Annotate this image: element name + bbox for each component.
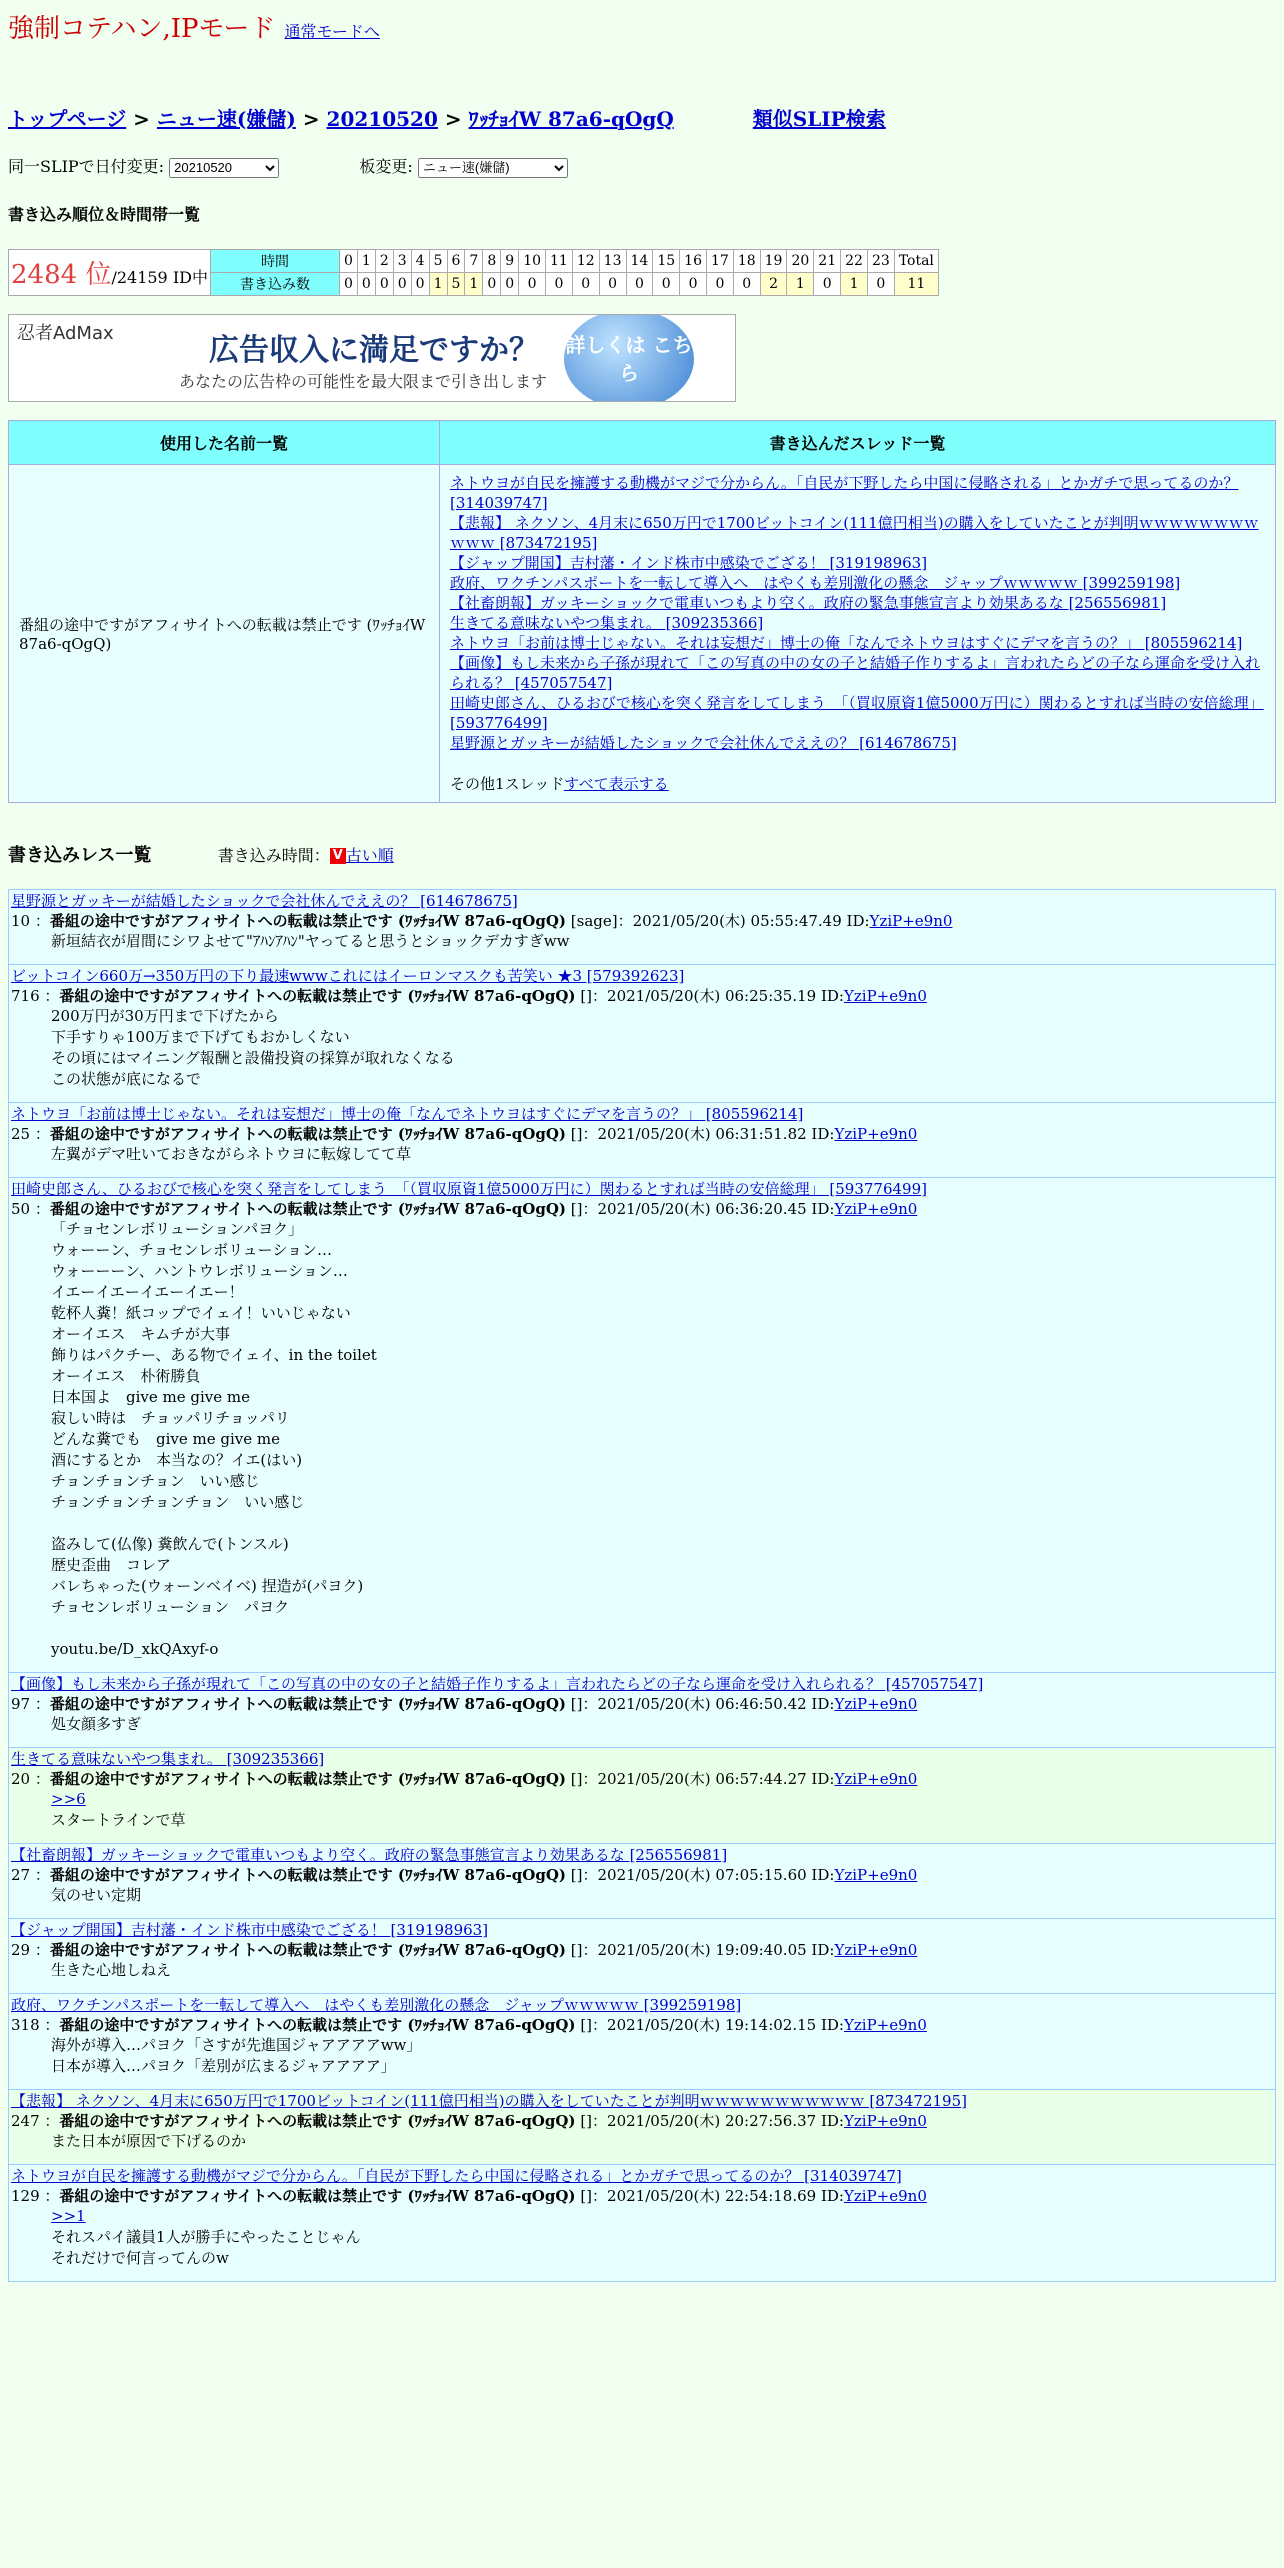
board-change-label: 板変更: xyxy=(359,157,413,176)
used-name: 番組の途中ですがアフィサイトへの転載は禁止です (ﾜｯﾁｮｲW 87a6-qOgQ) xyxy=(9,464,440,802)
post-number: 27 xyxy=(11,1865,31,1884)
post-body: 「チョセンレボリューションパヨク」 ウォーーン、チョセンレボリューション… ウォーーーン、ハントウレボリューション… イエーイエーイエーイエー！ 乾杯人糞！紙コップでイェイ！いいじゃない オーイエス キムチが大事 飾りはパクチー、ある物でイェイ、in the toilet オーイエス 朴術勝負 日本国よ give me give me 寂しい時は チョッパリチョッパリ どんな糞でも give me give me 酒にするとか 本当なの？イエ(はい) チョンチョンチョン いい感じ チョンチョンチョンチョン いい感じ 盗みして(仏像) 糞飲んで(トンスル) 歴史歪曲 コレア バレちゃった(ウォーンベイベ) 捏造が(パヨク) チョセンレボリューション パヨク youtu.be/D_xkQAxyf-o xyxy=(51,1219,377,1658)
thread-link[interactable]: 政府、ワクチンパスポートを一転して導入へ はやくも差別激化の懸念 ジャップｗｗｗｗｗ [399259198] xyxy=(450,573,1181,592)
count-cell: 0 xyxy=(483,272,501,295)
post-header: 25 ：番組の途中ですがアフィサイトへの転載は禁止です (ﾜｯﾁｮｲW 87a6-qOgQ) []：2021/05/20(木) 06:31:51.82 ID:YziP+e9n0 xyxy=(11,1124,918,1143)
more-threads xyxy=(450,773,1265,794)
post-name: 番組の途中ですがアフィサイトへの転載は禁止です (ﾜｯﾁｮｲW 87a6-qOgQ) xyxy=(59,2015,576,2034)
post-number: 20 xyxy=(11,1769,31,1788)
count-cell: 1 xyxy=(841,272,868,295)
post-anchor-link[interactable]: >>1 xyxy=(51,2206,86,2225)
hour-cell-total: Total xyxy=(894,249,938,272)
post-body: 新垣結衣が眉間にシワよせて"ｱﾊﾝｱﾊﾝ"ヤってると思うとショックデカすぎww xyxy=(51,931,570,950)
post-name: 番組の途中ですがアフィサイトへの転載は禁止です (ﾜｯﾁｮｲW 87a6-qOgQ) xyxy=(49,1769,566,1788)
breadcrumb-sep: > xyxy=(133,107,150,131)
ad-banner[interactable] xyxy=(8,314,736,402)
post-item xyxy=(8,1747,1276,1843)
hour-cell: 23 xyxy=(867,249,894,272)
breadcrumb-sep: > xyxy=(302,107,320,131)
count-label: 書き込み数 xyxy=(210,272,339,295)
post-id-link[interactable]: YziP+e9n0 xyxy=(869,911,953,930)
post-header: 10 ：番組の途中ですがアフィサイトへの転載は禁止です (ﾜｯﾁｮｲW 87a6-qOgQ) [sage]：2021/05/20(木) 05:55:47.49 ID:YziP+e9n0 xyxy=(11,911,953,930)
hour-cell: 15 xyxy=(653,249,680,272)
ad-subtext: あなたの広告枠の可能性を最大限まで引き出します xyxy=(179,371,548,391)
post-name: 番組の途中ですがアフィサイトへの転載は禁止です (ﾜｯﾁｮｲW 87a6-qOgQ) xyxy=(59,2111,576,2130)
names-threads-table xyxy=(8,420,1276,803)
post-item xyxy=(8,1918,1276,1993)
post-number: 247 xyxy=(11,2111,40,2130)
post-header: 29 ：番組の途中ですがアフィサイトへの転載は禁止です (ﾜｯﾁｮｲW 87a6-qOgQ) []：2021/05/20(木) 19:09:40.05 ID:YziP+e9n0 xyxy=(11,1940,918,1959)
thread-link[interactable]: ネトウヨ「お前は博士じゃない。それは妄想だ」博士の俺「なんでネトウヨはすぐにデマを言うの？」 [805596214] xyxy=(450,633,1243,652)
hour-cell: 1 xyxy=(357,249,375,272)
post-item xyxy=(8,1177,1276,1672)
mode-header xyxy=(8,8,1276,45)
post-number: 29 xyxy=(11,1940,31,1959)
post-body: また日本が原因で下げるのか xyxy=(51,2131,247,2150)
post-body: 処女顔多すぎ xyxy=(51,1714,142,1733)
names-header: 使用した名前一覧 xyxy=(9,420,440,464)
post-item xyxy=(8,889,1276,964)
post-thread-link[interactable]: ビットコイン660万→350万円の下り最速wwwこれにはイーロンマスクも苦笑い ★3 [579392623] xyxy=(11,966,685,985)
post-thread-link[interactable]: 【悲報】 ネクソン、4月末に650万円で1700ビットコイン(111億円相当)の購入をしていたことが判明ｗｗｗｗｗｗｗｗｗｗｗ [873472195] xyxy=(11,2091,967,2110)
date-change-select[interactable] xyxy=(169,158,279,178)
post-item xyxy=(8,2089,1276,2164)
hour-cell: 2 xyxy=(375,249,393,272)
post-date: 2021/05/20(木) 22:54:18.69 ID: xyxy=(607,2186,844,2205)
hour-cell: 7 xyxy=(465,249,483,272)
sort-oldest-link[interactable]: 古い順 xyxy=(345,845,394,865)
hour-cell: 13 xyxy=(599,249,626,272)
post-header: 247 ：番組の途中ですがアフィサイトへの転載は禁止です (ﾜｯﾁｮｲW 87a6-qOgQ) []：2021/05/20(木) 20:27:56.37 ID:YziP+e9n0 xyxy=(11,2111,927,2130)
hour-cell: 17 xyxy=(706,249,733,272)
sort-order-label: 書き込み時間： xyxy=(217,845,330,865)
post-date: 2021/05/20(木) 20:27:56.37 ID: xyxy=(607,2111,844,2130)
sort-order xyxy=(218,846,394,865)
hour-cell: 8 xyxy=(483,249,501,272)
rank-table xyxy=(8,249,939,296)
post-mail: [] xyxy=(570,1694,583,1713)
rank-number: 2484 位 xyxy=(11,259,112,290)
sort-toggle-icon[interactable]: V xyxy=(330,848,346,864)
post-mail: [] xyxy=(580,986,593,1005)
post-mail: [] xyxy=(570,1124,583,1143)
post-mail: [] xyxy=(580,2015,593,2034)
count-cell: 1 xyxy=(465,272,483,295)
count-cell: 0 xyxy=(519,272,546,295)
post-name: 番組の途中ですがアフィサイトへの転載は禁止です (ﾜｯﾁｮｲW 87a6-qOgQ) xyxy=(49,1865,566,1884)
post-item xyxy=(8,1843,1276,1918)
post-item xyxy=(8,1993,1276,2089)
post-thread-link[interactable]: 星野源とガッキーが結婚したショックで会社休んでええの？ [614678675] xyxy=(11,891,518,910)
post-date: 2021/05/20(木) 06:25:35.19 ID: xyxy=(607,986,844,1005)
post-id-link[interactable]: YziP+e9n0 xyxy=(843,986,927,1005)
thread-link[interactable]: 【悲報】 ネクソン、4月末に650万円で1700ビットコイン(111億円相当)の購入をしていたことが判明ｗｗｗｗｗｗｗｗｗｗｗ [873472195] xyxy=(450,513,1259,552)
hour-cell: 22 xyxy=(841,249,868,272)
post-body: それスパイ議員1人が勝手にやったことじゃん それだけで何言ってんのw xyxy=(51,2227,361,2267)
post-header: 27 ：番組の途中ですがアフィサイトへの転載は禁止です (ﾜｯﾁｮｲW 87a6-qOgQ) []：2021/05/20(木) 07:05:15.60 ID:YziP+e9n0 xyxy=(11,1865,918,1884)
post-body: 生きた心地しねえ xyxy=(51,1960,172,1979)
select-row xyxy=(8,154,1276,178)
thread-list xyxy=(450,473,1265,753)
count-cell: 0 xyxy=(546,272,573,295)
rank-section-title: 書き込み順位＆時間帯一覧 xyxy=(8,204,201,224)
post-item xyxy=(8,1102,1276,1177)
rank-cell xyxy=(9,249,211,295)
post-date: 2021/05/20(木) 06:36:20.45 ID: xyxy=(597,1199,835,1218)
post-number: 97 xyxy=(11,1694,31,1713)
post-id-link[interactable]: YziP+e9n0 xyxy=(843,2111,927,2130)
post-name: 番組の途中ですがアフィサイトへの転載は禁止です (ﾜｯﾁｮｲW 87a6-qOgQ) xyxy=(49,1124,566,1143)
hour-cell: 6 xyxy=(447,249,465,272)
post-header: 50 ：番組の途中ですがアフィサイトへの転載は禁止です (ﾜｯﾁｮｲW 87a6-qOgQ) []：2021/05/20(木) 06:36:20.45 ID:YziP+e9n0 xyxy=(11,1199,918,1218)
post-thread-link[interactable]: 政府、ワクチンパスポートを一転して導入へ はやくも差別激化の懸念 ジャップｗｗｗｗｗ [399259198] xyxy=(11,1995,742,2014)
count-cell: 0 xyxy=(733,272,760,295)
post-thread-link[interactable]: ネトウヨが自民を擁護する動機がマジで分からん。「自民が下野したら中国に侵略される」とかガチで思ってるのか？ [314039747] xyxy=(11,2166,902,2185)
post-date: 2021/05/20(木) 07:05:15.60 ID: xyxy=(597,1865,835,1884)
count-cell: 1 xyxy=(787,272,814,295)
post-mail: [] xyxy=(570,1865,583,1884)
post-item xyxy=(8,2164,1276,2282)
post-item xyxy=(8,964,1276,1102)
post-id-link[interactable]: YziP+e9n0 xyxy=(834,1694,918,1713)
post-header: 716 ：番組の途中ですがアフィサイトへの転載は禁止です (ﾜｯﾁｮｲW 87a6-qOgQ) []：2021/05/20(木) 06:25:35.19 ID:YziP+e9n0 xyxy=(11,986,927,1005)
post-thread-link[interactable]: 【社畜朗報】ガッキーショックで電車いつもより空く。政府の緊急事態宣言より効果あるな [256556981] xyxy=(11,1845,728,1864)
post-name: 番組の途中ですがアフィサイトへの転載は禁止です (ﾜｯﾁｮｲW 87a6-qOgQ) xyxy=(49,1199,566,1218)
count-cell: 0 xyxy=(626,272,653,295)
post-header: 97 ：番組の途中ですがアフィサイトへの転載は禁止です (ﾜｯﾁｮｲW 87a6-qOgQ) []：2021/05/20(木) 06:46:50.42 ID:YziP+e9n0 xyxy=(11,1694,918,1713)
board-change-select[interactable] xyxy=(418,158,568,178)
post-body: 気のせい定期 xyxy=(51,1885,142,1904)
similar-slip-search-link[interactable]: 類似SLIP検索 xyxy=(752,107,886,131)
post-date: 2021/05/20(木) 06:46:50.42 ID: xyxy=(597,1694,835,1713)
hour-cell: 9 xyxy=(501,249,519,272)
hour-cell: 20 xyxy=(787,249,814,272)
post-body: 海外が導入…パヨク「さすが先進国ジャアアアアww」 日本が導入…パヨク「差別が広まるジャアアアア」 xyxy=(51,2035,422,2075)
post-id-link[interactable]: YziP+e9n0 xyxy=(834,1940,918,1959)
post-mail: [] xyxy=(570,1199,583,1218)
post-id-link[interactable]: YziP+e9n0 xyxy=(834,1124,918,1143)
post-number: 716 xyxy=(11,986,40,1005)
count-cell: 0 xyxy=(706,272,733,295)
thread-link[interactable]: 【社畜朗報】ガッキーショックで電車いつもより空く。政府の緊急事態宣言より効果あるな [256556981] xyxy=(450,593,1167,612)
posts-section-title: 書き込みレス一覧 xyxy=(8,844,152,866)
count-cell: 5 xyxy=(447,272,465,295)
post-name: 番組の途中ですがアフィサイトへの転載は禁止です (ﾜｯﾁｮｲW 87a6-qOgQ) xyxy=(49,911,566,930)
posts-section-header xyxy=(8,841,1276,867)
post-date: 2021/05/20(木) 05:55:47.49 ID: xyxy=(632,911,870,930)
count-cell: 0 xyxy=(339,272,357,295)
post-id-link[interactable]: YziP+e9n0 xyxy=(843,2015,927,2034)
post-anchor-link[interactable]: >>6 xyxy=(51,1789,86,1808)
breadcrumb-board[interactable]: ニュー速(嫌儲) xyxy=(156,107,296,131)
count-cell: 0 xyxy=(814,272,841,295)
count-cell: 0 xyxy=(501,272,519,295)
post-body: スタートラインで草 xyxy=(51,1810,186,1829)
post-item xyxy=(8,1672,1276,1747)
post-date: 2021/05/20(木) 06:31:51.82 ID: xyxy=(597,1124,835,1143)
count-cell: 0 xyxy=(375,272,393,295)
thread-link[interactable]: 【画像】もし未来から子孫が現れて「この写真の中の女の子と結婚子作りするよ」言われたらどの子なら運命を受け入れられる？ [457057547] xyxy=(450,653,1261,692)
time-label: 時間 xyxy=(210,249,339,272)
ad-details-button[interactable]: 詳しくは こちら xyxy=(564,314,694,402)
post-mail: [sage] xyxy=(570,911,618,930)
normal-mode-link[interactable]: 通常モードへ xyxy=(284,22,380,41)
count-cell: 0 xyxy=(411,272,429,295)
mode-title: 強制コテハン,IPモード xyxy=(8,14,276,44)
hour-cell: 5 xyxy=(429,249,447,272)
post-body: 左翼がデマ吐いておきながらネトウヨに転嫁してて草 xyxy=(51,1144,412,1163)
more-threads-count: その他1スレッド xyxy=(450,774,564,793)
post-id-link[interactable]: YziP+e9n0 xyxy=(834,1769,918,1788)
post-id-link[interactable]: YziP+e9n0 xyxy=(843,2186,927,2205)
hour-cell: 14 xyxy=(626,249,653,272)
post-date: 2021/05/20(木) 19:09:40.05 ID: xyxy=(597,1940,835,1959)
threads-header: 書き込んだスレッド一覧 xyxy=(440,420,1276,464)
post-number: 318 xyxy=(11,2015,40,2034)
post-mail: [] xyxy=(580,2111,593,2130)
breadcrumb xyxy=(8,103,1276,132)
count-cell: 0 xyxy=(867,272,894,295)
breadcrumb-slip[interactable]: ﾜｯﾁｮｲW 87a6-qOgQ xyxy=(468,107,674,131)
count-cell: 0 xyxy=(653,272,680,295)
post-header: 129 ：番組の途中ですがアフィサイトへの転載は禁止です (ﾜｯﾁｮｲW 87a6-qOgQ) []：2021/05/20(木) 22:54:18.69 ID:YziP+e9n0 xyxy=(11,2186,927,2205)
count-cell: 0 xyxy=(572,272,599,295)
post-date: 2021/05/20(木) 19:14:02.15 ID: xyxy=(607,2015,844,2034)
post-number: 25 xyxy=(11,1124,31,1143)
post-thread-link[interactable]: ネトウヨ「お前は博士じゃない。それは妄想だ」博士の俺「なんでネトウヨはすぐにデマを言うの？」 [805596214] xyxy=(11,1104,804,1123)
post-id-link[interactable]: YziP+e9n0 xyxy=(834,1865,918,1884)
hour-cell: 0 xyxy=(339,249,357,272)
hour-cell: 10 xyxy=(519,249,546,272)
post-mail: [] xyxy=(580,2186,593,2205)
post-thread-link[interactable]: 【ジャップ開国】吉村藩・インド株市中感染でござる！ [319198963] xyxy=(11,1920,489,1939)
breadcrumb-top[interactable]: トップページ xyxy=(8,107,127,131)
post-name: 番組の途中ですがアフィサイトへの転載は禁止です (ﾜｯﾁｮｲW 87a6-qOgQ) xyxy=(49,1694,566,1713)
count-cell: 0 xyxy=(393,272,411,295)
thread-link[interactable]: 【ジャップ開国】吉村藩・インド株市中感染でござる！ [319198963] xyxy=(450,553,928,572)
ad-headline: 広告収入に満足ですか？ xyxy=(209,332,539,368)
thread-link[interactable]: 生きてる意味ないやつ集まれ。 [309235366] xyxy=(450,613,764,632)
breadcrumb-sep: > xyxy=(444,107,462,131)
hour-cell: 4 xyxy=(411,249,429,272)
rank-total: /24159 ID中 xyxy=(111,267,208,287)
post-number: 10 xyxy=(11,911,31,930)
posts-list xyxy=(8,889,1276,2282)
post-header: 20 ：番組の途中ですがアフィサイトへの転載は禁止です (ﾜｯﾁｮｲW 87a6-qOgQ) []：2021/05/20(木) 06:57:44.27 ID:YziP+e9n0 xyxy=(11,1769,918,1788)
count-cell: 2 xyxy=(760,272,787,295)
post-mail: [] xyxy=(570,1769,583,1788)
post-number: 129 xyxy=(11,2186,40,2205)
post-date: 2021/05/20(木) 06:57:44.27 ID: xyxy=(597,1769,835,1788)
breadcrumb-date[interactable]: 20210520 xyxy=(326,107,438,131)
hour-cell: 12 xyxy=(572,249,599,272)
hour-cell: 19 xyxy=(760,249,787,272)
thread-link[interactable]: 星野源とガッキーが結婚したショックで会社休んでええの？ [614678675] xyxy=(450,733,957,752)
date-change-label: 同一SLIPで日付変更: xyxy=(8,157,165,176)
ad-logo: 忍者AdMax xyxy=(17,322,114,344)
post-thread-link[interactable]: 田崎史郎さん、ひるおびで核心を突く発言をしてしまう 「（買収原資1億5000万円に）関わるとすれば当時の安倍総理」 [593776499] xyxy=(11,1179,927,1198)
count-cell: 0 xyxy=(680,272,707,295)
hour-cell: 3 xyxy=(393,249,411,272)
hour-cell: 11 xyxy=(546,249,573,272)
thread-link[interactable]: 田崎史郎さん、ひるおびで核心を突く発言をしてしまう 「（買収原資1億5000万円に）関わるとすれば当時の安倍総理」 [593776499] xyxy=(450,693,1264,732)
count-cell: 1 xyxy=(429,272,447,295)
post-header: 318 ：番組の途中ですがアフィサイトへの転載は禁止です (ﾜｯﾁｮｲW 87a6-qOgQ) []：2021/05/20(木) 19:14:02.15 ID:YziP+e9n0 xyxy=(11,2015,927,2034)
thread-link[interactable]: ネトウヨが自民を擁護する動機がマジで分からん。「自民が下野したら中国に侵略される」とかガチで思ってるのか？ [314039747] xyxy=(450,473,1239,512)
post-name: 番組の途中ですがアフィサイトへの転載は禁止です (ﾜｯﾁｮｲW 87a6-qOgQ) xyxy=(49,1940,566,1959)
post-thread-link[interactable]: 【画像】もし未来から子孫が現れて「この写真の中の女の子と結婚子作りするよ」言われたらどの子なら運命を受け入れられる？ [457057547] xyxy=(11,1674,984,1693)
post-thread-link[interactable]: 生きてる意味ないやつ集まれ。 [309235366] xyxy=(11,1749,325,1768)
post-id-link[interactable]: YziP+e9n0 xyxy=(834,1199,918,1218)
post-name: 番組の途中ですがアフィサイトへの転載は禁止です (ﾜｯﾁｮｲW 87a6-qOgQ) xyxy=(59,2186,576,2205)
count-cell-total: 11 xyxy=(894,272,938,295)
count-cell: 0 xyxy=(599,272,626,295)
post-body: 200万円が30万円まで下げたから 下手すりゃ100万まで下げてもおかしくない その頃にはマイニング報酬と設備投資の採算が取れなくなる この状態が底になるで xyxy=(51,1006,455,1088)
hour-cell: 21 xyxy=(814,249,841,272)
count-cell: 0 xyxy=(357,272,375,295)
post-mail: [] xyxy=(570,1940,583,1959)
hour-cell: 16 xyxy=(680,249,707,272)
show-all-link[interactable]: すべて表示する xyxy=(563,774,669,793)
post-number: 50 xyxy=(11,1199,31,1218)
hour-cell: 18 xyxy=(733,249,760,272)
post-name: 番組の途中ですがアフィサイトへの転載は禁止です (ﾜｯﾁｮｲW 87a6-qOgQ) xyxy=(59,986,576,1005)
